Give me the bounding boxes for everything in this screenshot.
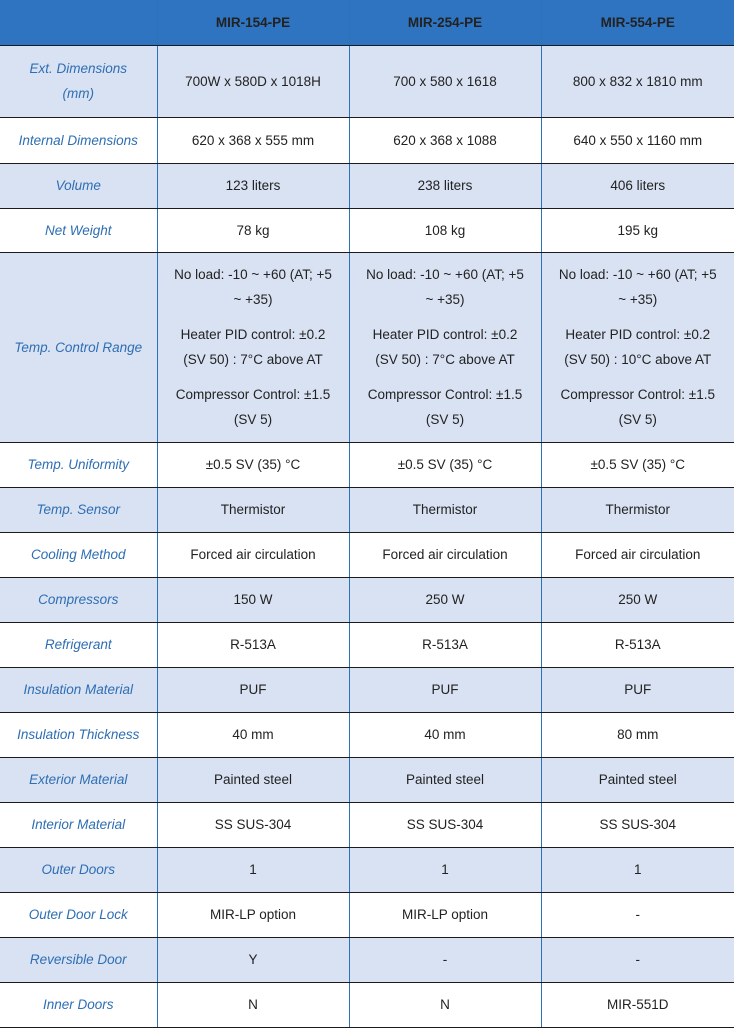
cell-line: (SV 5) (233, 412, 273, 427)
value-cell: 1 (157, 847, 349, 892)
cell-line: Compressor Control: ±1.5 (560, 387, 715, 402)
cell-line: (SV 5) (425, 412, 465, 427)
row-label: Refrigerant (0, 622, 157, 667)
cell-line: No load: -10 ~ +60 (AT; +5 (558, 267, 717, 282)
row-net-weight (0, 208, 734, 252)
value-cell: ±0.5 SV (35) °C (157, 442, 349, 487)
row-label: Compressors (0, 577, 157, 622)
value-cell: R-513A (541, 622, 734, 667)
row-volume (0, 163, 734, 208)
value-cell: Forced air circulation (157, 532, 349, 577)
row-label: Insulation Material (0, 667, 157, 712)
row-label (0, 45, 157, 117)
cell-line: (SV 50) : 7°C above AT (183, 352, 323, 367)
row-label: Net Weight (0, 208, 157, 252)
cell-line: ~ +35) (425, 292, 465, 307)
header-blank-cell (0, 0, 157, 45)
row-internal-dimensions (0, 117, 734, 163)
cell-line: Heater PID control: ±0.2 (180, 327, 326, 342)
row-interior-material (0, 802, 734, 847)
value-cell: SS SUS-304 (349, 802, 541, 847)
cell-line: ~ +35) (233, 292, 273, 307)
row-insulation-material (0, 667, 734, 712)
row-reversible-door (0, 937, 734, 982)
value-cell: 620 x 368 x 1088 (349, 117, 541, 163)
row-inner-doors (0, 982, 734, 1027)
value-cell: 1 (349, 847, 541, 892)
value-cell: 250 W (541, 577, 734, 622)
value-cell: - (349, 937, 541, 982)
row-insulation-thickness (0, 712, 734, 757)
value-cell: - (541, 937, 734, 982)
value-cell: R-513A (349, 622, 541, 667)
value-cell: Thermistor (541, 487, 734, 532)
cell-line: (SV 50) : 7°C above AT (375, 352, 515, 367)
value-cell: Painted steel (157, 757, 349, 802)
model-header: MIR-154-PE (157, 0, 349, 45)
value-cell: MIR-551D (541, 982, 734, 1027)
value-cell: Forced air circulation (541, 532, 734, 577)
value-cell: 250 W (349, 577, 541, 622)
value-cell: 1 (541, 847, 734, 892)
row-refrigerant (0, 622, 734, 667)
value-cell: 40 mm (157, 712, 349, 757)
row-ext-dimensions (0, 45, 734, 117)
row-cooling-method (0, 532, 734, 577)
model-header: MIR-554-PE (541, 0, 734, 45)
row-label: Cooling Method (0, 532, 157, 577)
value-cell: 700 x 580 x 1618 (349, 45, 541, 117)
value-cell: Thermistor (157, 487, 349, 532)
value-cell: 700W x 580D x 1018H (157, 45, 349, 117)
label-line: Ext. Dimensions (29, 61, 128, 76)
row-label: Exterior Material (0, 757, 157, 802)
row-temp-control-range (0, 252, 734, 442)
value-cell: ±0.5 SV (35) °C (541, 442, 734, 487)
row-label: Temp. Control Range (0, 252, 157, 442)
value-cell: Painted steel (349, 757, 541, 802)
row-temp-sensor (0, 487, 734, 532)
row-label: Insulation Thickness (0, 712, 157, 757)
cell-line: Heater PID control: ±0.2 (372, 327, 518, 342)
row-label: Interior Material (0, 802, 157, 847)
value-cell: 108 kg (349, 208, 541, 252)
row-outer-doors (0, 847, 734, 892)
value-cell: Forced air circulation (349, 532, 541, 577)
value-cell: 640 x 550 x 1160 mm (541, 117, 734, 163)
value-cell (157, 252, 349, 442)
value-cell: 195 kg (541, 208, 734, 252)
value-cell (349, 252, 541, 442)
value-cell: N (349, 982, 541, 1027)
row-label: Temp. Sensor (0, 487, 157, 532)
label-line: (mm) (62, 86, 94, 101)
value-cell: 238 liters (349, 163, 541, 208)
value-cell: PUF (349, 667, 541, 712)
cell-line: (SV 5) (618, 412, 657, 427)
value-cell: 78 kg (157, 208, 349, 252)
value-cell: SS SUS-304 (541, 802, 734, 847)
value-cell: Thermistor (349, 487, 541, 532)
cell-line: Compressor Control: ±1.5 (175, 387, 331, 402)
value-cell: Painted steel (541, 757, 734, 802)
row-label: Volume (0, 163, 157, 208)
value-cell: SS SUS-304 (157, 802, 349, 847)
value-cell: 406 liters (541, 163, 734, 208)
value-cell: MIR-LP option (157, 892, 349, 937)
value-cell: N (157, 982, 349, 1027)
value-cell: ±0.5 SV (35) °C (349, 442, 541, 487)
row-label: Temp. Uniformity (0, 442, 157, 487)
value-cell: PUF (157, 667, 349, 712)
row-exterior-material (0, 757, 734, 802)
cell-line: ~ +35) (618, 292, 658, 307)
cell-line: Compressor Control: ±1.5 (367, 387, 523, 402)
value-cell: 40 mm (349, 712, 541, 757)
cell-line: No load: -10 ~ +60 (AT; +5 (174, 267, 332, 282)
model-header: MIR-254-PE (349, 0, 541, 45)
row-label: Outer Doors (0, 847, 157, 892)
cell-line: No load: -10 ~ +60 (AT; +5 (366, 267, 524, 282)
header-row (0, 0, 734, 45)
row-label: Reversible Door (0, 937, 157, 982)
value-cell: 620 x 368 x 555 mm (157, 117, 349, 163)
value-cell: MIR-LP option (349, 892, 541, 937)
value-cell: Y (157, 937, 349, 982)
value-cell (541, 252, 734, 442)
value-cell: R-513A (157, 622, 349, 667)
cell-line: Heater PID control: ±0.2 (565, 327, 711, 342)
row-outer-door-lock (0, 892, 734, 937)
row-label: Internal Dimensions (0, 117, 157, 163)
value-cell: - (541, 892, 734, 937)
row-label: Outer Door Lock (0, 892, 157, 937)
value-cell: PUF (541, 667, 734, 712)
value-cell: 150 W (157, 577, 349, 622)
row-compressors (0, 577, 734, 622)
value-cell: 800 x 832 x 1810 mm (541, 45, 734, 117)
row-temp-uniformity (0, 442, 734, 487)
value-cell: 123 liters (157, 163, 349, 208)
value-cell: 80 mm (541, 712, 734, 757)
cell-line: (SV 50) : 10°C above AT (564, 352, 712, 367)
row-label: Inner Doors (0, 982, 157, 1027)
